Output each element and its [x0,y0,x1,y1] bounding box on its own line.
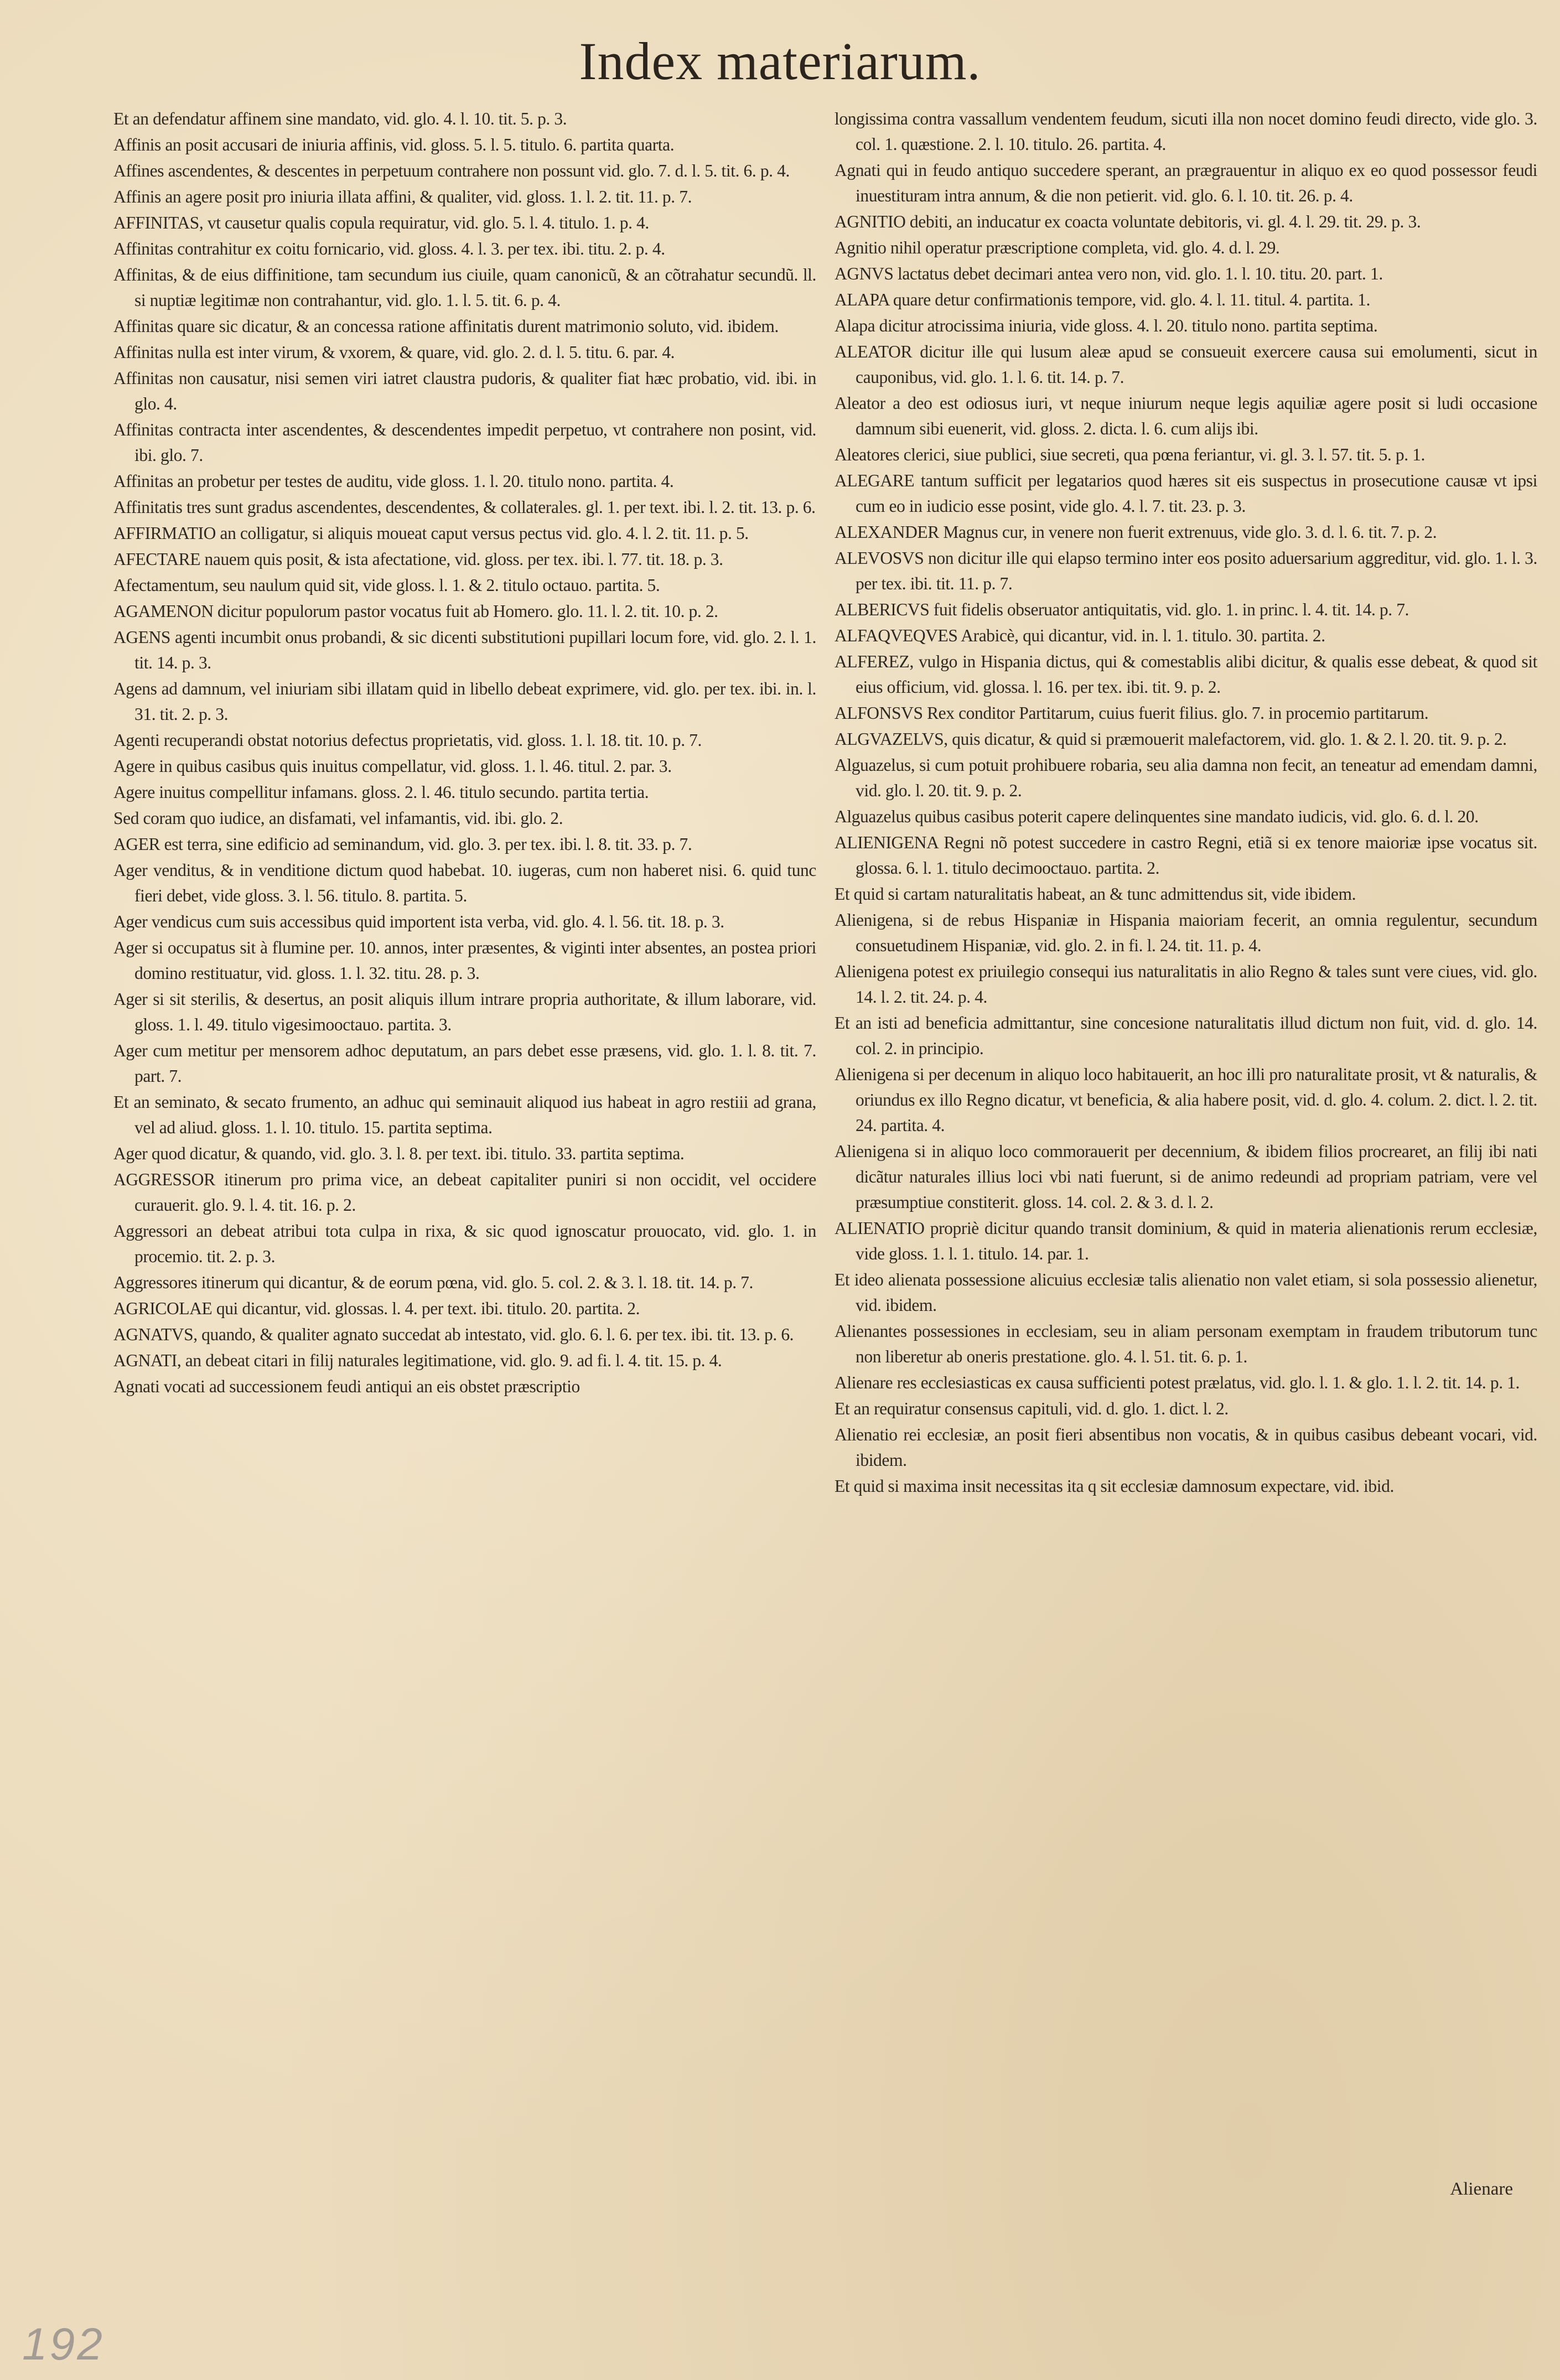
index-entry: ALEXANDER Magnus cur, in venere non fuerit extrenuus, vide glo. 3. d. l. 6. tit. 7. p. 2. [835,522,1437,542]
index-entry: AGNATVS, quando, & qualiter agnato succedat ab intestato, vid. glo. 6. l. 6. per tex. ibi. tit. 13. p. 6. [113,1325,794,1344]
index-entry: AGNITIO debiti, an inducatur ex coacta voluntate debitoris, vi. gl. 4. l. 29. tit. 29. p. 3. [835,212,1421,231]
index-entry: Et an isti ad beneficia admittantur, sine concesione naturalitatis illud dictum non fuit, vid. d. glo. 14. col. 2. in principio. [835,1013,1537,1058]
index-entry: ALEATOR dicitur ille qui lusum aleæ apud se consueuit exercere causa sui emolumenti, sicut in cauponibus, vid. glo. 1. l. 6. tit. 14. p. 7. [835,342,1537,387]
index-entry: Affinis an posit accusari de iniuria affinis, vid. gloss. 5. l. 5. titulo. 6. partita quarta. [113,135,675,154]
index-entry: Alienatio rei ecclesiæ, an posit fieri absentibus non vocatis, & in quibus casibus debeant vocari, vid. ibidem. [835,1425,1537,1470]
index-entry: Et an defendatur affinem sine mandato, vid. glo. 4. l. 10. tit. 5. p. 3. [113,109,567,128]
index-entry: ALEGARE tantum sufficit per legatarios quod hæres sit eis suspectus in prosecutione causæ vt ipsi cum eo in iudicio esse posint, vide glo. 4. l. 7. tit. 23. p. 3. [835,471,1537,516]
index-entry: Ager vendicus cum suis accessibus quid importent ista verba, vid. glo. 4. l. 56. tit. 18. p. 3. [113,912,724,931]
index-entry: AGNVS lactatus debet decimari antea vero non, vid. glo. 1. l. 10. titu. 20. part. 1. [835,264,1383,283]
index-entry: ALIENIGENA Regni nõ potest succedere in castro Regni, etiã si ex tenore maioriæ ipse vocatus sit. glossa. 6. l. 1. titulo decimooctauo. partita. 2. [835,833,1537,878]
index-entry: Agenti recuperandi obstat notorius defectus proprietatis, vid. gloss. 1. l. 18. tit. 10. p. 7. [113,730,702,750]
index-entry: Et an seminato, & secato frumento, an adhuc qui seminauit aliquod ius habeat in agro restiii ad grana, vel ad aliud. gloss. 1. l. 10. titulo. 15. partita septima. [113,1092,816,1137]
index-entry: ALGVAZELVS, quis dicatur, & quid si præmouerit malefactorem, vid. glo. 1. & 2. l. 20. tit. 9. p. 2. [835,729,1507,749]
index-entry: Et quid si cartam naturalitatis habeat, an & tunc admittendus sit, vide ibidem. [835,884,1356,904]
index-entry: Affinitas non causatur, nisi semen viri iatret claustra pudoris, & qualiter fiat hæc probatio, vid. ibi. in glo. 4. [113,369,816,413]
index-entry: Ager si sit sterilis, & desertus, an posit aliquis illum intrare propria authoritate, & illum laborare, vid. gloss. 1. l. 49. titulo vigesimooctauo. partita. 3. [113,989,816,1034]
index-entry: Affinitas quare sic dicatur, & an concessa ratione affinitatis durent matrimonio soluto, vid. ibidem. [113,317,779,336]
index-entry: AFFIRMATIO an colligatur, si aliquis moueat caput versus pectus vid. glo. 4. l. 2. tit. 11. p. 5. [113,523,749,543]
index-entry: Et ideo alienata possessione alicuius ecclesiæ talis alienatio non valet etiam, si sola possessio alienetur, vid. ibidem. [835,1270,1537,1315]
index-entry: AFFINITAS, vt causetur qualis copula requiratur, vid. glo. 5. l. 4. titulo. 1. p. 4. [113,213,649,232]
index-entry: Ager venditus, & in venditione dictum quod habebat. 10. iugeras, cum non haberet nisi. 6. quid tunc fieri debet, vide gloss. 3. l. 56. titulo. 8. partita. 5. [113,860,816,905]
index-entry: Aggressores itinerum qui dicantur, & de eorum pœna, vid. glo. 5. col. 2. & 3. l. 18. tit. 14. p. 7. [113,1273,753,1292]
index-entry: Ager quod dicatur, & quando, vid. glo. 3. l. 8. per text. ibi. titulo. 33. partita septima. [113,1144,685,1163]
index-entry: AGENS agenti incumbit onus probandi, & sic dicenti substitutioni pupillari locum fore, vid. glo. 2. l. 1. tit. 14. p. 3. [113,628,816,672]
index-entry: Agnati qui in feudo antiquo succedere sperant, an prægrauentur in aliquo ex eo quod possessor feudi inuestituram intra annum, & die non petierit. vid. glo. 6. l. 10. tit. 26. p. 4. [835,160,1537,205]
index-entry: AGGRESSOR itinerum pro prima vice, an debeat capitaliter puniri si non occidit, vel occidere curauerit. glo. 9. l. 4. tit. 16. p. 2. [113,1170,816,1215]
index-entry: AGER est terra, sine edificio ad seminandum, vid. glo. 3. per tex. ibi. l. 8. tit. 33. p. 7. [113,834,692,854]
index-entry: Agens ad damnum, vel iniuriam sibi illatam quid in libello debeat exprimere, vid. glo. per tex. ibi. in. l. 31. tit. 2. p. 3. [113,679,816,724]
index-entry: Affinitas an probetur per testes de auditu, vide gloss. 1. l. 20. titulo nono. partita. 4. [113,471,674,491]
index-entry: Ager si occupatus sit à flumine per. 10. annos, inter præsentes, & viginti inter absentes, an postea priori domino restituatur, vid. gloss. 1. l. 32. titu. 28. p. 3. [113,938,816,983]
index-entry: Agnitio nihil operatur præscriptione completa, vid. glo. 4. d. l. 29. [835,238,1280,257]
index-entry: Et an requiratur consensus capituli, vid. d. glo. 1. dict. l. 2. [835,1399,1229,1418]
index-entry: AGAMENON dicitur populorum pastor vocatus fuit ab Homero. glo. 11. l. 2. tit. 10. p. 2. [113,602,718,621]
index-column-right [835,106,1537,1500]
index-entry: Alienare res ecclesiasticas ex causa sufficienti potest prælatus, vid. glo. l. 1. & glo. 1. l. 2. tit. 14. p. 1. [835,1373,1520,1392]
index-entry: ALFAQVEQVES Arabicè, qui dicantur, vid. in. l. 1. titulo. 30. partita. 2. [835,626,1325,645]
index-entry: Alguazelus, si cum potuit prohibuere robaria, seu alia damna non fecit, an teneatur ad emendam damni, vid. glo. l. 20. tit. 9. p. 2. [835,755,1537,800]
index-entry: Affinis an agere posit pro iniuria illata affini, & qualiter, vid. gloss. 1. l. 2. tit. 11. p. 7. [113,187,692,206]
index-entry: ALEVOSVS non dicitur ille qui elapso termino inter eos posito aduersarium aggreditur, vid. glo. 1. l. 3. per tex. ibi. tit. 11. p. 7. [835,548,1537,593]
index-entry: Aleator a deo est odiosus iuri, vt neque iniurum neque legis aquiliæ agere posit si ludi occasione damnum sibi euenerit, vid. gloss. 2. dicta. l. 6. cum alijs ibi. [835,393,1537,438]
index-entry: Aggressori an debeat atribui tota culpa in rixa, & sic quod ignoscatur prouocato, vid. glo. 1. in procemio. tit. 2. p. 3. [113,1221,816,1266]
index-entry: Alienigena si per decenum in aliquo loco habitauerit, an hoc illi pro naturalitate prosit, vt & naturalis, & oriundus ex illo Regno dicatur, vt beneficia, & alia habere posit, vid. d. glo. 4. colum. 2. dict. l. 2. tit. 24. partita. 4. [835,1065,1537,1135]
index-entry: Affinitas contrahitur ex coitu fornicario, vid. gloss. 4. l. 3. per tex. ibi. titu. 2. p. 4. [113,239,665,258]
index-entry: Affinitas, & de eius diffinitione, tam secundum ius ciuile, quam canonicũ, & an cõtrahatur secundũ. ll. si nuptiæ legitimæ non contrahantur, vid. glo. 1. l. 5. tit. 6. p. 4. [113,265,816,310]
index-entry: Alapa dicitur atrocissima iniuria, vide gloss. 4. l. 20. titulo nono. partita septima. [835,316,1378,335]
index-entry: ALIENATIO propriè dicitur quando transit dominium, & quid in materia alienationis rerum ecclesiæ, vide gloss. 1. l. 1. titulo. 14. par. 1. [835,1218,1537,1263]
index-entry: AFECTARE nauem quis posit, & ista afectatione, vid. gloss. per tex. ibi. l. 77. tit. 18. p. 3. [113,549,723,569]
index-entry: ALBERICVS fuit fidelis obseruator antiquitatis, vid. glo. 1. in princ. l. 4. tit. 14. p. 7. [835,600,1409,619]
index-entry: Agere inuitus compellitur infamans. gloss. 2. l. 46. titulo secundo. partita tertia. [113,782,649,802]
index-entry: AGRICOLAE qui dicantur, vid. glossas. l. 4. per text. ibi. titulo. 20. partita. 2. [113,1299,640,1318]
index-entry: Afectamentum, seu naulum quid sit, vide gloss. l. 1. & 2. titulo octauo. partita. 5. [113,575,660,595]
index-entry: ALAPA quare detur confirmationis tempore, vid. glo. 4. l. 11. titul. 4. partita. 1. [835,290,1370,309]
index-entry: Affines ascendentes, & descentes in perpetuum contrahere non possunt vid. glo. 7. d. l. 5. tit. 6. p. 4. [113,161,790,180]
index-entry: Agnati vocati ad successionem feudi antiqui an eis obstet præscriptio [113,1377,580,1396]
index-entry: Affinitatis tres sunt gradus ascendentes, descendentes, & collaterales. gl. 1. per text. ibi. l. 2. tit. 13. p. 6. [113,497,816,517]
index-entry: longissima contra vassallum vendentem feudum, sicuti illa non nocet domino feudi directo, vide glo. 3. col. 1. quæstione. 2. l. 10. titulo. 26. partita. 4. [835,109,1537,154]
index-entry: Agere in quibus casibus quis inuitus compellatur, vid. gloss. 1. l. 46. titul. 2. par. 3. [113,756,672,776]
index-entry: AGNATI, an debeat citari in filij naturales legitimatione, vid. glo. 9. ad fi. l. 4. tit. 15. p. 4. [113,1351,722,1370]
index-entry: Alguazelus quibus casibus poterit capere delinquentes sine mandato iudicis, vid. glo. 6. d. l. 20. [835,807,1479,826]
index-entry: Et quid si maxima insit necessitas ita q sit ecclesiæ damnosum expectare, vid. ibid. [835,1476,1394,1496]
index-entry: Aleatores clerici, siue publici, siue secreti, qua pœna feriantur, vi. gl. 3. l. 57. tit. 5. p. 1. [835,445,1425,464]
index-entry: Affinitas nulla est inter virum, & vxorem, & quare, vid. glo. 2. d. l. 5. titu. 6. par. 4. [113,343,675,362]
index-entry: ALFONSVS Rex conditor Partitarum, cuius fuerit filius. glo. 7. in procemio partitarum. [835,703,1429,723]
index-entry: Alienantes possessiones in ecclesiam, seu in aliam personam exemptam in fraudem tributorum tunc non liberetur ab oneris prestatione. glo. 4. l. 51. tit. 6. p. 1. [835,1321,1537,1366]
index-entry: Alienigena si in aliquo loco commorauerit per decennium, & ibidem filios procrearet, an filij ibi nati dicãtur naturales illius loci vbi nati fuerunt, si de animo redeundi ad propriam patriam, vere vel præsumptiue constiterit. gloss. 14. col. 2. & 3. d. l. 2. [835,1142,1537,1212]
folio-number: 192 [22,2319,105,2369]
index-entry: ALFEREZ, vulgo in Hispania dictus, qui & comestablis alibi dicitur, & qualis esse debeat, & quod sit eius officium, vid. glossa. l. 16. per tex. ibi. tit. 9. p. 2. [835,652,1537,697]
index-entry: Ager cum metitur per mensorem adhoc deputatum, an pars debet esse præsens, vid. glo. 1. l. 8. tit. 7. part. 7. [113,1041,816,1086]
page-title: Index materiarum. [579,32,981,91]
index-entry: Alienigena, si de rebus Hispaniæ in Hispania maioriam fecerit, an omnia regulentur, secundum consuetudinem Hispaniæ, vid. glo. 2. in fi. l. 24. tit. 11. p. 4. [835,910,1537,955]
index-column-left [113,106,816,1400]
index-entry: Affinitas contracta inter ascendentes, & descendentes impedit perpetuo, vt contrahere non posint, vid. ibi. glo. 7. [113,420,816,465]
index-entry: Sed coram quo iudice, an disfamati, vel infamantis, vid. ibi. glo. 2. [113,808,563,828]
catchword: Alienare [1450,2179,1513,2199]
index-entry: Alienigena potest ex priuilegio consequi ius naturalitatis in alio Regno & tales sunt vere ciues, vid. glo. 14. l. 2. tit. 24. p. 4. [835,962,1537,1007]
